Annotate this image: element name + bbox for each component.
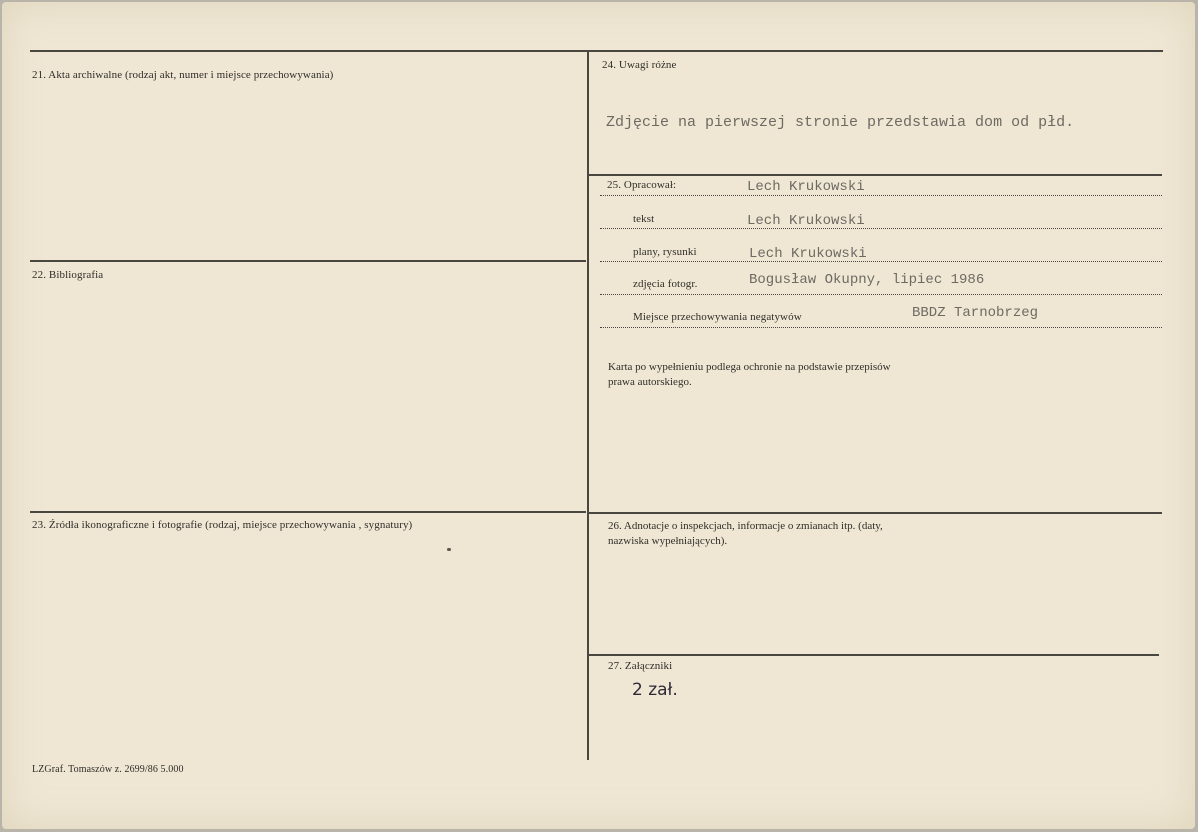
section-26-label-line-1: 26. Adnotacje o inspekcjach, informacje o zmianach itp. (daty,: [608, 520, 883, 532]
plany-label: plany, rysunki: [633, 246, 697, 258]
negatywy-dotted-line: [600, 327, 1162, 328]
record-card: [2, 2, 1195, 829]
section-27-label: 27. Załączniki: [608, 660, 673, 672]
printer-imprint: LZGraf. Tomaszów z. 2699/86 5.000: [32, 764, 184, 775]
opracowal-rule: [589, 174, 1162, 176]
section-23-label: 23. Źródła ikonograficzne i fotografie (rodzaj, miejsce przechowywania , sygnatury): [32, 519, 413, 531]
opracowal-value: Lech Krukowski: [747, 179, 865, 195]
section-21-label: 21. Akta archiwalne (rodzaj akt, numer i miejsce przechowywania): [32, 69, 334, 81]
ink-speck: [447, 548, 451, 551]
zdjecia-value: Bogusław Okupny, lipiec 1986: [749, 272, 985, 288]
uwagi-text: Zdjęcie na pierwszej stronie przedstawia dom od płd.: [606, 114, 1075, 131]
zalaczniki-rule: [589, 654, 1159, 656]
zdjecia-dotted-line: [600, 294, 1162, 295]
section-22-label: 22. Bibliografia: [32, 269, 104, 281]
plany-value: Lech Krukowski: [749, 246, 867, 262]
negatywy-value: BBDZ Tarnobrzeg: [912, 305, 1039, 321]
tekst-label: tekst: [633, 213, 655, 225]
opracowal-dotted-line: [600, 195, 1162, 196]
copyright-note-line-2: prawa autorskiego.: [608, 376, 692, 388]
section-24-label: 24. Uwagi różne: [602, 59, 677, 71]
bibliografia-rule: [30, 260, 586, 262]
section-26-label: [608, 519, 883, 549]
top-rule: [30, 50, 1163, 52]
tekst-value: Lech Krukowski: [747, 213, 865, 229]
tekst-dotted-line: [600, 228, 1162, 229]
section-26-label-line-2: nazwiska wypełniających).: [608, 535, 728, 547]
plany-dotted-line: [600, 261, 1162, 262]
zalaczniki-value: 2 zał.: [632, 680, 678, 700]
zrodla-rule: [30, 511, 586, 513]
zdjecia-label: zdjęcia fotogr.: [633, 278, 698, 290]
copyright-note-line-1: Karta po wypełnieniu podlega ochronie na podstawie przepisów: [608, 361, 891, 373]
section-25-label: 25. Opracował:: [607, 179, 677, 191]
copyright-note: [608, 360, 891, 390]
adnotacje-rule: [589, 512, 1162, 514]
negatywy-label: Miejsce przechowywania negatywów: [633, 311, 802, 323]
